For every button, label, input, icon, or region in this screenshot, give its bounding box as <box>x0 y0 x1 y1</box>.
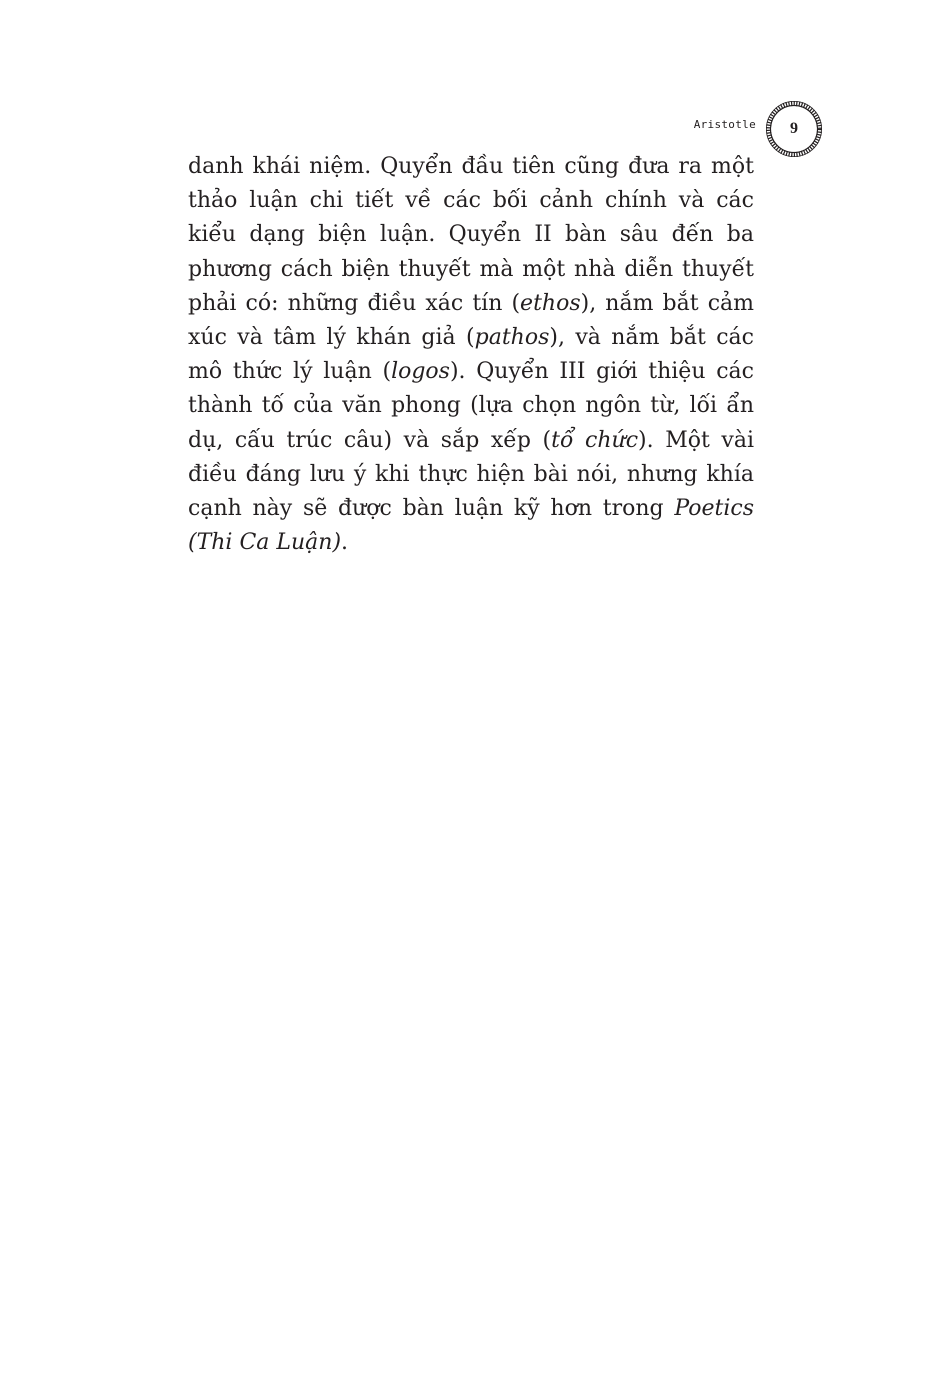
italic-term-pathos: pathos <box>474 325 550 351</box>
italic-term-to-chuc: tổ chức <box>551 427 639 453</box>
text-segment: ). Một vài điều đáng lưu ý khi thực hiện bài nói, nhưng khía cạnh này sẽ được bàn luận kỹ hơn trong <box>188 427 754 522</box>
running-header-title: Aristotle <box>693 118 756 131</box>
page-number: 9 <box>790 120 798 137</box>
page-number-badge <box>766 101 822 157</box>
text-segment: ), nắm bắt cảm xúc và tâm lý khán giả ( <box>188 290 754 351</box>
text-segment: ). Quyển III giới thiệu các thành tố của văn phong (lựa chọn ngôn từ, lối ẩn dụ, cấu trúc câu) và sắp xếp ( <box>188 359 754 453</box>
italic-term-logos: logos <box>391 359 450 385</box>
text-segment: ), và nắm bắt các mô thức lý luận ( <box>188 325 754 385</box>
text-segment: . <box>341 530 349 556</box>
body-paragraph <box>188 150 754 560</box>
italic-term-ethos: ethos <box>520 290 581 316</box>
italic-title-poetics: Poetics (Thi Ca Luận) <box>188 496 754 556</box>
text-segment: danh khái niệm. Quyển đầu tiên cũng đưa ra một thảo luận chi tiết về các bối cảnh chính và các kiểu dạng biện luận. Quyển II bàn sâu đến ba phương cách biện thuyết mà một nhà diễn thuyết phải có: những điều xác tín ( <box>188 154 754 316</box>
